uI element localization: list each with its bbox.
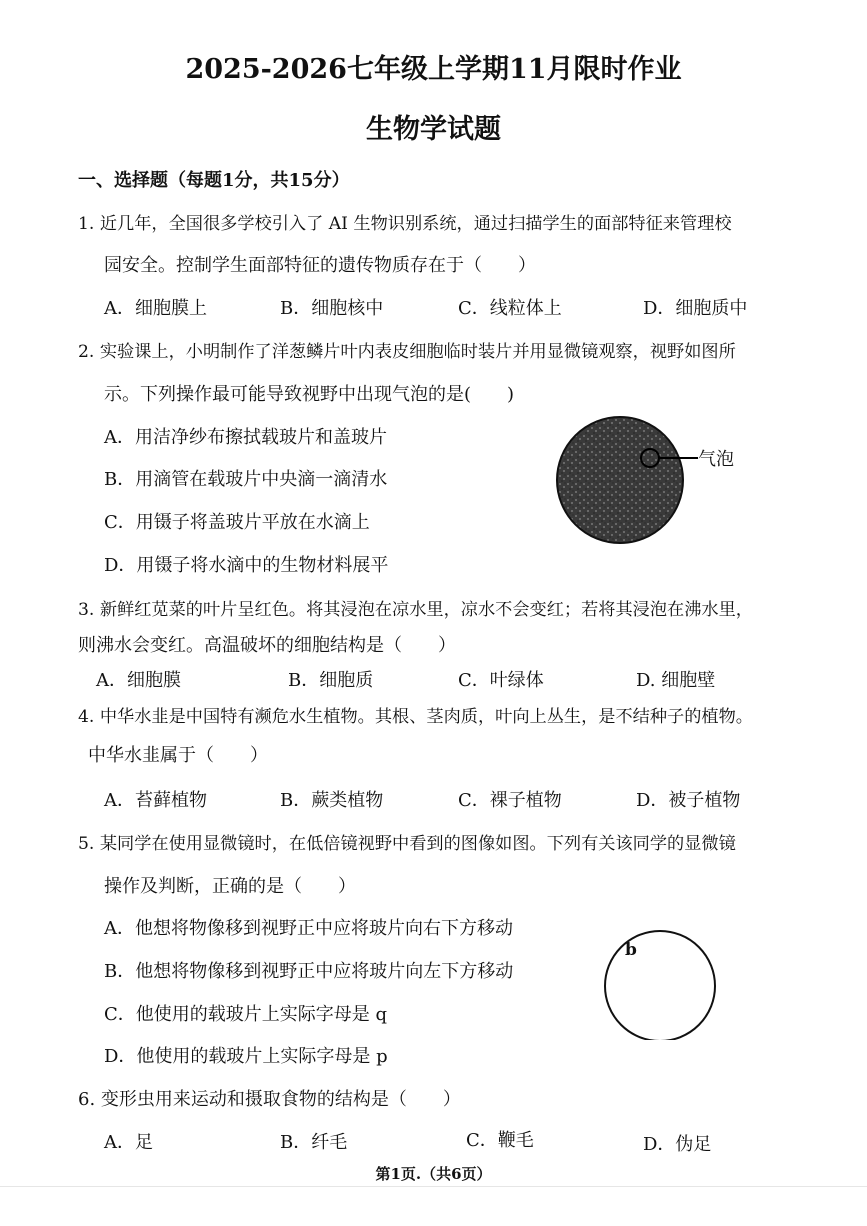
- question-1-option-c: C．线粒体上: [458, 298, 562, 319]
- question-3-option-b: B．细胞质: [288, 670, 374, 691]
- question-5-option-c: C．他使用的载玻片上实际字母是 q: [104, 1004, 388, 1025]
- page-bottom-rule: [0, 1186, 867, 1187]
- question-2-option-b: B．用滴管在载玻片中央滴一滴清水: [104, 469, 388, 490]
- question-6-option-a: A．足: [104, 1132, 153, 1153]
- low-power-field-figure: [598, 930, 728, 1040]
- question-3-option-a: A．细胞膜: [96, 670, 181, 691]
- question-1-option-b: B．细胞核中: [280, 298, 384, 319]
- question-3-option-c: C．叶绿体: [458, 670, 544, 691]
- question-4-option-d: D．被子植物: [636, 790, 741, 811]
- question-1-option-a: A．细胞膜上: [104, 298, 207, 319]
- microscope-field-bubble-figure: [550, 410, 760, 550]
- question-6-option-b: B．纤毛: [280, 1132, 348, 1153]
- question-4-option-b: B．蕨类植物: [280, 790, 384, 811]
- question-4-option-c: C．裸子植物: [458, 790, 562, 811]
- question-2-stem-line-2: 示。下列操作最可能导致视野中出现气泡的是( ): [104, 384, 515, 405]
- question-3-stem-line-1: 3. 新鲜红苋菜的叶片呈红色。将其浸泡在凉水里，凉水不会变红；若将其浸泡在沸水里，: [78, 600, 753, 620]
- question-6-option-d: D．伪足: [643, 1134, 712, 1155]
- question-4-option-a: A．苔藓植物: [104, 790, 207, 811]
- question-4-stem-line-1: 4. 中华水韭是中国特有濒危水生植物。其根、茎肉质，叶向上丛生，是不结种子的植物。: [78, 707, 753, 727]
- question-5-option-a: A．他想将物像移到视野正中应将玻片向右下方移动: [104, 918, 513, 939]
- question-1-option-d: D．细胞质中: [643, 298, 748, 319]
- page-subtitle: 生物学试题: [366, 114, 501, 145]
- field-of-view-circle: [605, 931, 715, 1040]
- section-heading: 一、选择题（每题1分，共15分）: [78, 170, 350, 191]
- question-2-option-a: A．用洁净纱布擦拭载玻片和盖玻片: [104, 427, 387, 448]
- bubble-label: 气泡: [698, 449, 734, 470]
- page-number: 第1页.（共6页）: [375, 1165, 492, 1183]
- question-2-stem-line-1: 2. 实验课上，小明制作了洋葱鳞片叶内表皮细胞临时装片并用显微镜观察，视野如图所: [78, 342, 736, 362]
- question-5-option-d: D．他使用的载玻片上实际字母是 p: [104, 1046, 388, 1067]
- question-3-stem-line-2: 则沸水会变红。高温破坏的细胞结构是（ ）: [78, 635, 456, 656]
- question-5-stem-line-1: 5. 某同学在使用显微镜时，在低倍镜视野中看到的图像如图。下列有关该同学的显微镜: [78, 834, 736, 854]
- microscope-field-circle: [557, 417, 683, 543]
- question-6-option-c: C．鞭毛: [466, 1130, 534, 1151]
- question-5-option-b: B．他想将物像移到视野正中应将玻片向左下方移动: [104, 961, 514, 982]
- page-title: 2025-2026七年级上学期11月限时作业: [185, 54, 682, 85]
- question-5-stem-line-2: 操作及判断，正确的是（ ）: [104, 876, 356, 897]
- letter-b-label: b: [625, 940, 637, 960]
- question-4-stem-line-2: 中华水韭属于（ ）: [88, 745, 268, 766]
- question-3-option-d: D. 细胞壁: [636, 670, 716, 691]
- question-1-stem-line-2: 园安全。控制学生面部特征的遗传物质存在于（ ）: [104, 255, 536, 276]
- question-2-option-c: C．用镊子将盖玻片平放在水滴上: [104, 512, 370, 533]
- question-1-stem-line-1: 1. 近几年，全国很多学校引入了 AI 生物识别系统，通过扫描学生的面部特征来管理校: [78, 214, 732, 234]
- question-6-stem-line-1: 6. 变形虫用来运动和摄取食物的结构是（ ）: [78, 1089, 461, 1110]
- question-2-option-d: D．用镊子将水滴中的生物材料展平: [104, 555, 389, 576]
